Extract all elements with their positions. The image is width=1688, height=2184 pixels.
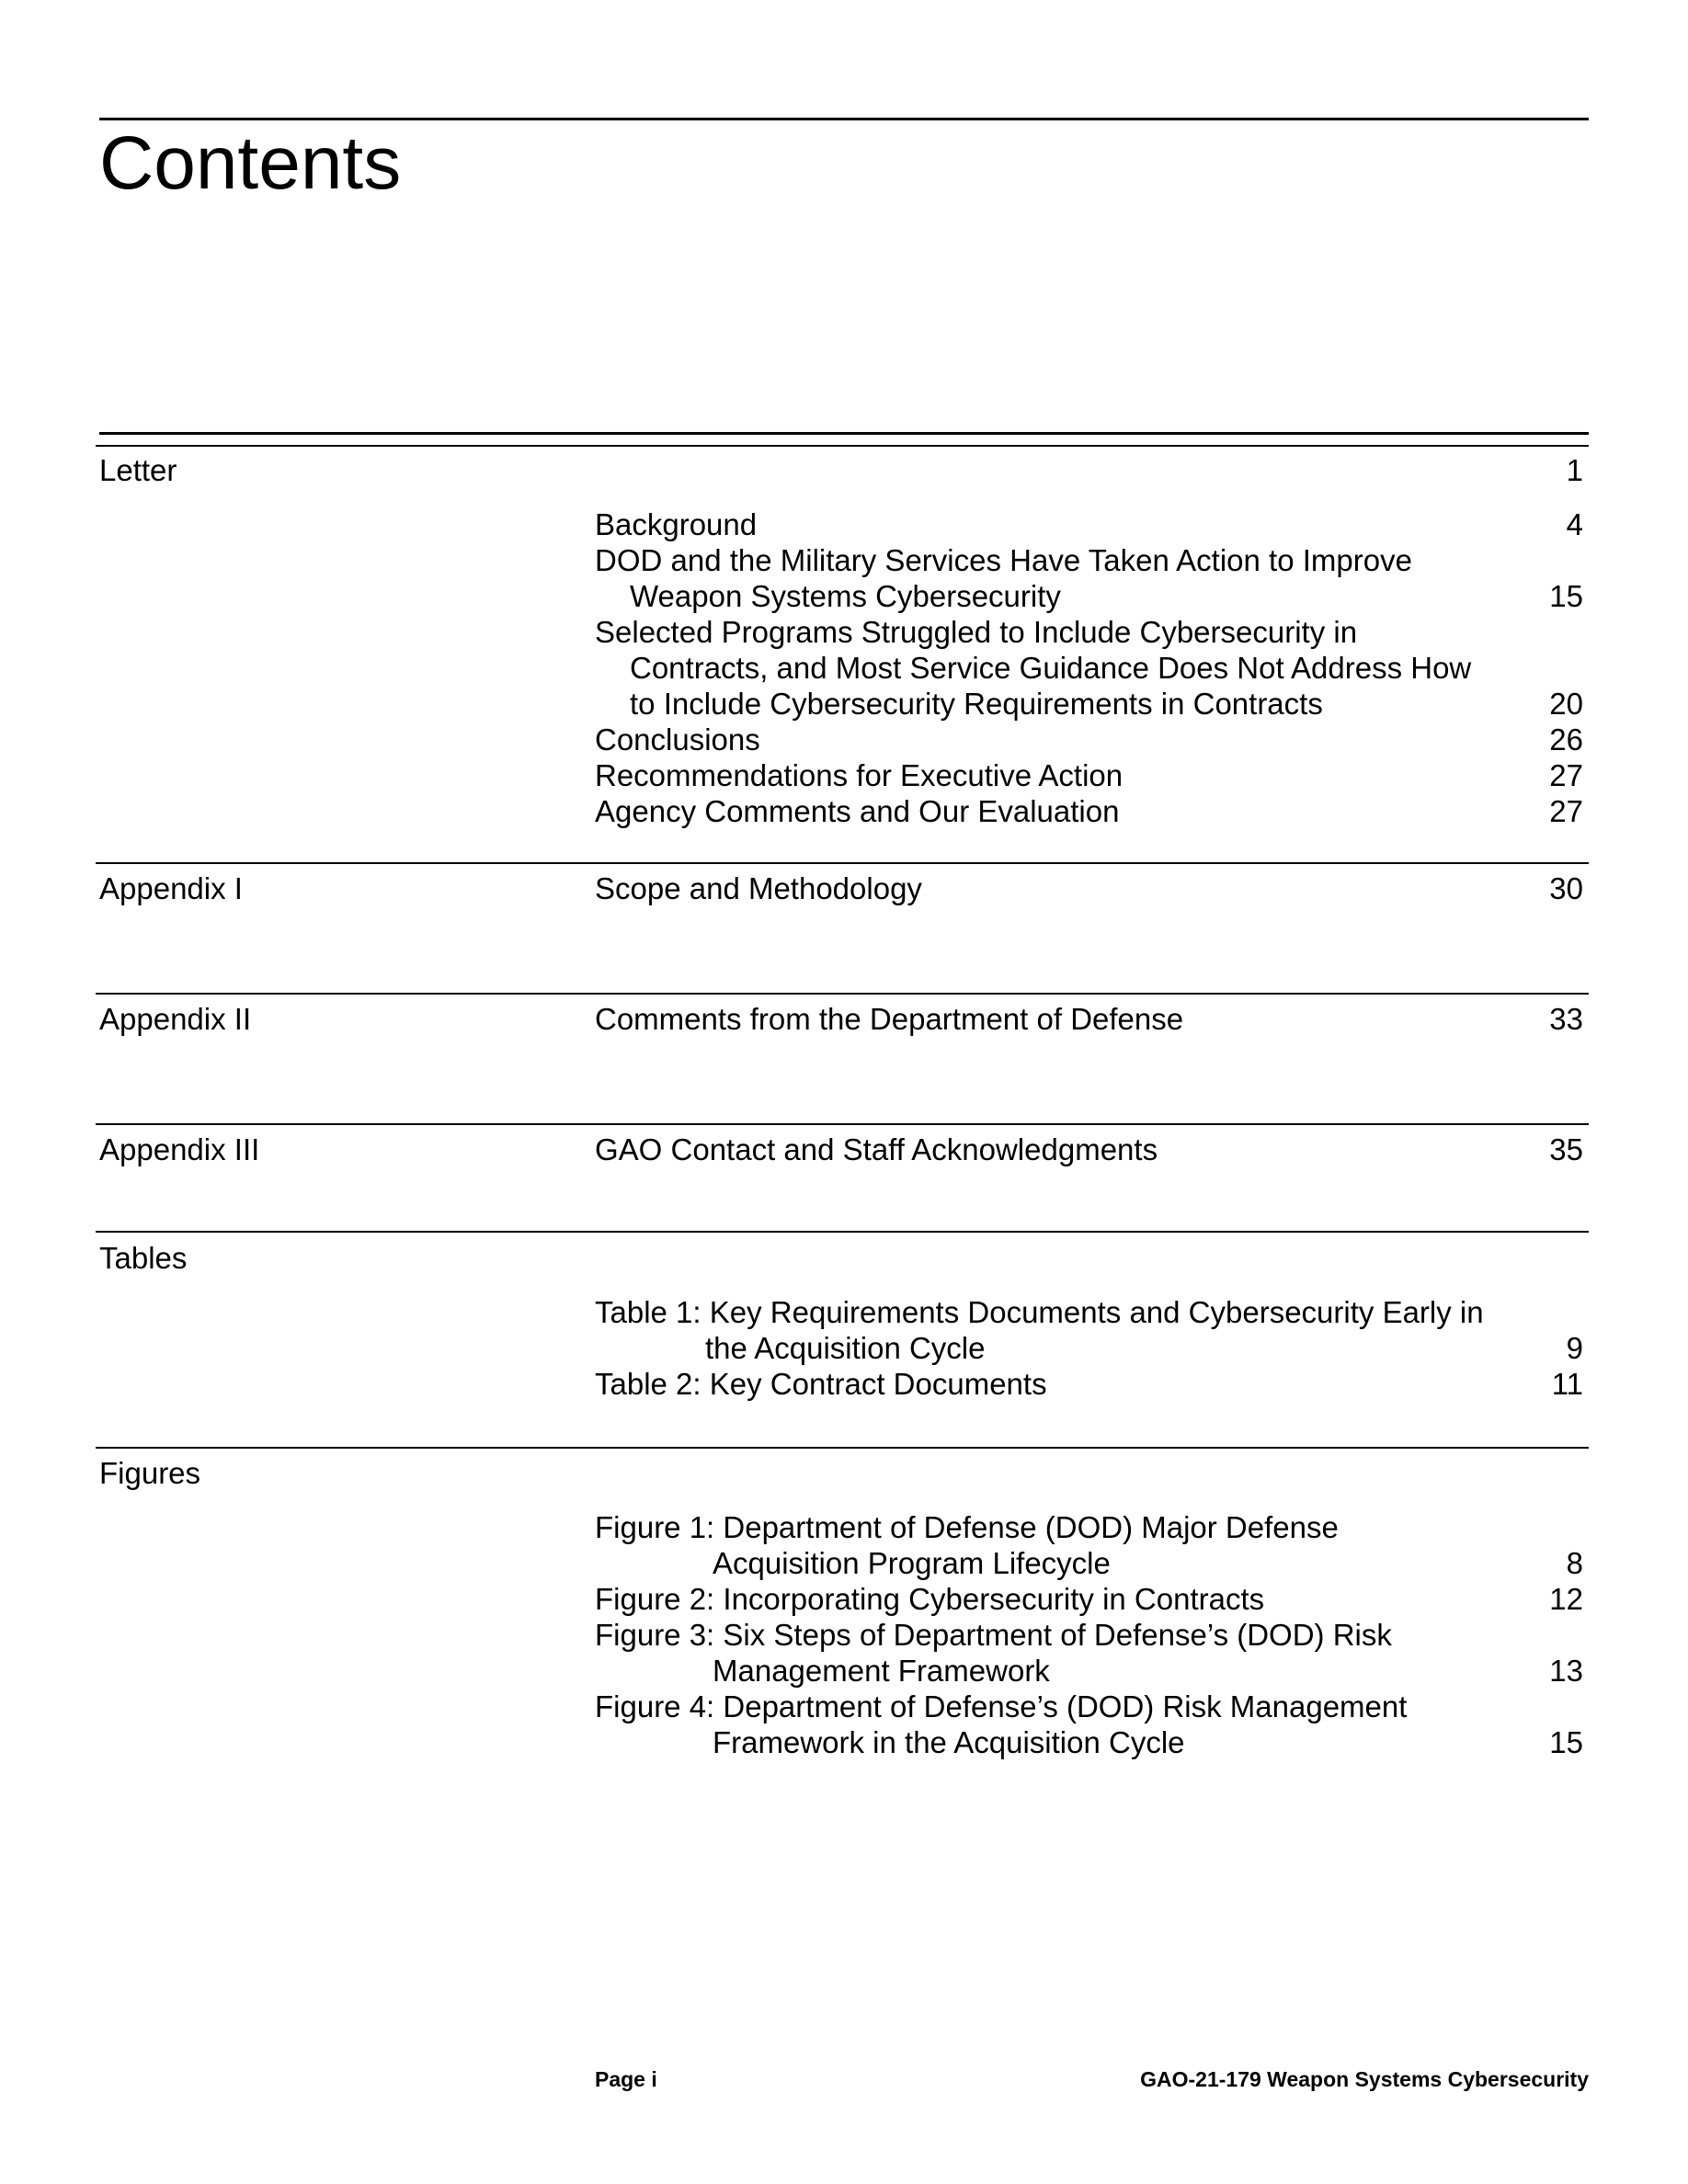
appendix-3-label: Appendix III [99,1132,260,1166]
letter-page: 1 [1566,453,1583,487]
toc-entry[interactable]: Figure 1: Department of Defense (DOD) Major Defense Acquisition Program Lifecycle 8 [595,1510,1583,1580]
letter-label: Letter [99,453,177,487]
toc-entry[interactable]: Table 1: Key Requirements Documents and Cybersecurity Early in the Acquisition Cycle 9 [595,1295,1583,1365]
letter-page-row [595,452,1583,488]
footer-report-id: GAO-21-179 Weapon Systems Cybersecurity [1140,2067,1589,2091]
toc-entry[interactable]: DOD and the Military Services Have Taken Action to Improve Weapon Systems Cybersecurity 15 [595,543,1583,613]
toc-entry[interactable]: Scope and Methodology 30 [595,871,1583,905]
toc-entry[interactable]: Table 2: Key Contract Documents 11 [595,1367,1583,1401]
page-title: Contents [99,121,402,205]
toc-entry[interactable]: GAO Contact and Staff Acknowledgments 35 [595,1132,1583,1166]
toc-entry[interactable]: Figure 2: Incorporating Cybersecurity in Contracts 12 [595,1582,1583,1616]
appendix-1-label: Appendix I [99,871,243,905]
toc-entry[interactable]: Conclusions 26 [595,722,1583,756]
section-rule [96,1123,1589,1125]
toc-entry[interactable]: Selected Programs Struggled to Include Cybersecurity in Contracts, and Most Service Guidance Does Not Address How to Include Cybersecurity Requirements in Contracts 20 [595,615,1583,721]
toc-entry[interactable]: Figure 3: Six Steps of Department of Defense’s (DOD) Risk Management Framework 13 [595,1618,1583,1688]
toc-entry[interactable]: Figure 4: Department of Defense’s (DOD) Risk Management Framework in the Acquisition Cycle 15 [595,1689,1583,1759]
figures-label: Figures [99,1456,201,1490]
section-rule [96,862,1589,864]
section-rule [96,1231,1589,1233]
toc-entry[interactable]: Agency Comments and Our Evaluation 27 [595,794,1583,828]
toc-entry[interactable]: Comments from the Department of Defense 33 [595,1002,1583,1036]
toc-entry[interactable]: Background 4 [595,507,1583,541]
toc-top-rule [99,432,1589,435]
section-rule [96,1447,1589,1449]
appendix-2-label: Appendix II [99,1002,252,1036]
toc-entry[interactable]: Recommendations for Executive Action 27 [595,758,1583,792]
toc-rule [96,445,1589,447]
tables-label: Tables [99,1241,188,1275]
section-rule [96,993,1589,995]
footer-page-number: Page i [595,2067,657,2091]
